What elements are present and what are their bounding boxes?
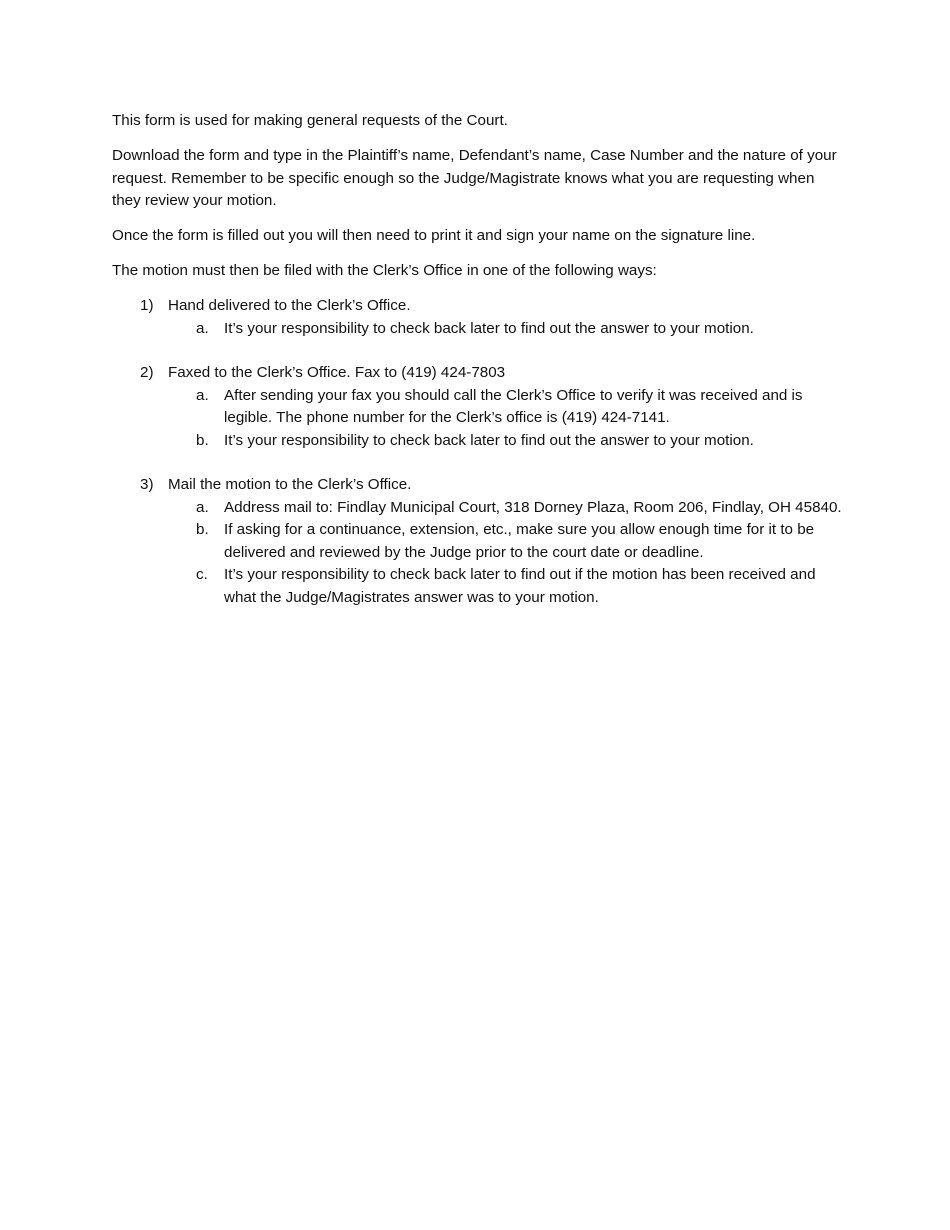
sublist-letter: b. <box>196 521 209 538</box>
sublist-text: It’s your responsibility to check back later to find out if the motion has been received and what the Judge/Magistrates answer was to your motion. <box>224 566 816 606</box>
sublist-item <box>168 385 842 430</box>
list-item <box>112 295 842 340</box>
sublist-item <box>168 519 842 564</box>
sublist-text: If asking for a continuance, extension, etc., make sure you allow enough time for it to be delivered and reviewed by the Judge prior to the court date or deadline. <box>224 521 815 561</box>
filing-methods-list <box>112 295 842 609</box>
sublist-letter: a. <box>196 319 209 337</box>
list-item <box>112 474 842 609</box>
list-item-text: Hand delivered to the Clerk’s Office. <box>168 297 411 314</box>
filing-methods-paragraph: The motion must then be filed with the Clerk’s Office in one of the following ways: <box>112 262 657 279</box>
instructions-paragraph: Download the form and type in the Plaintiff’s name, Defendant’s name, Case Number and the nature of your request. Remember to be specific enough so the Judge/Magistrate knows what you are requesting when they review your motion. <box>112 147 837 209</box>
sublist-letter: a. <box>196 498 209 516</box>
list-item-text: Mail the motion to the Clerk’s Office. <box>168 476 412 493</box>
sublist-letter: b. <box>196 431 209 449</box>
sublist-letter: c. <box>196 566 208 583</box>
sublist-text: Address mail to: Findlay Municipal Court, 318 Dorney Plaza, Room 206, Findlay, OH 45840. <box>224 498 842 516</box>
list-item-text: Faxed to the Clerk’s Office. Fax to (419) 424-7803 <box>168 364 506 381</box>
document-body <box>112 110 842 631</box>
sublist-text: It’s your responsibility to check back later to find out the answer to your motion. <box>224 319 754 337</box>
sublist-item <box>168 430 842 453</box>
sublist-text: After sending your fax you should call the Clerk’s Office to verify it was received and is legible. The phone number for the Clerk’s office is (419) 424-7141. <box>224 386 803 426</box>
sublist <box>168 385 842 453</box>
list-number: 2) <box>140 364 154 381</box>
list-number: 3) <box>140 476 154 493</box>
sublist-text: It’s your responsibility to check back later to find out the answer to your motion. <box>224 431 754 449</box>
sublist <box>168 497 842 610</box>
sublist-item <box>168 318 842 341</box>
signature-paragraph: Once the form is filled out you will then need to print it and sign your name on the signature line. <box>112 227 756 244</box>
sublist-item <box>168 497 842 520</box>
sublist-item <box>168 564 842 609</box>
sublist-letter: a. <box>196 386 209 404</box>
sublist <box>168 318 842 341</box>
intro-paragraph: This form is used for making general requests of the Court. <box>112 112 508 129</box>
list-item <box>112 362 842 452</box>
list-number: 1) <box>140 297 154 314</box>
